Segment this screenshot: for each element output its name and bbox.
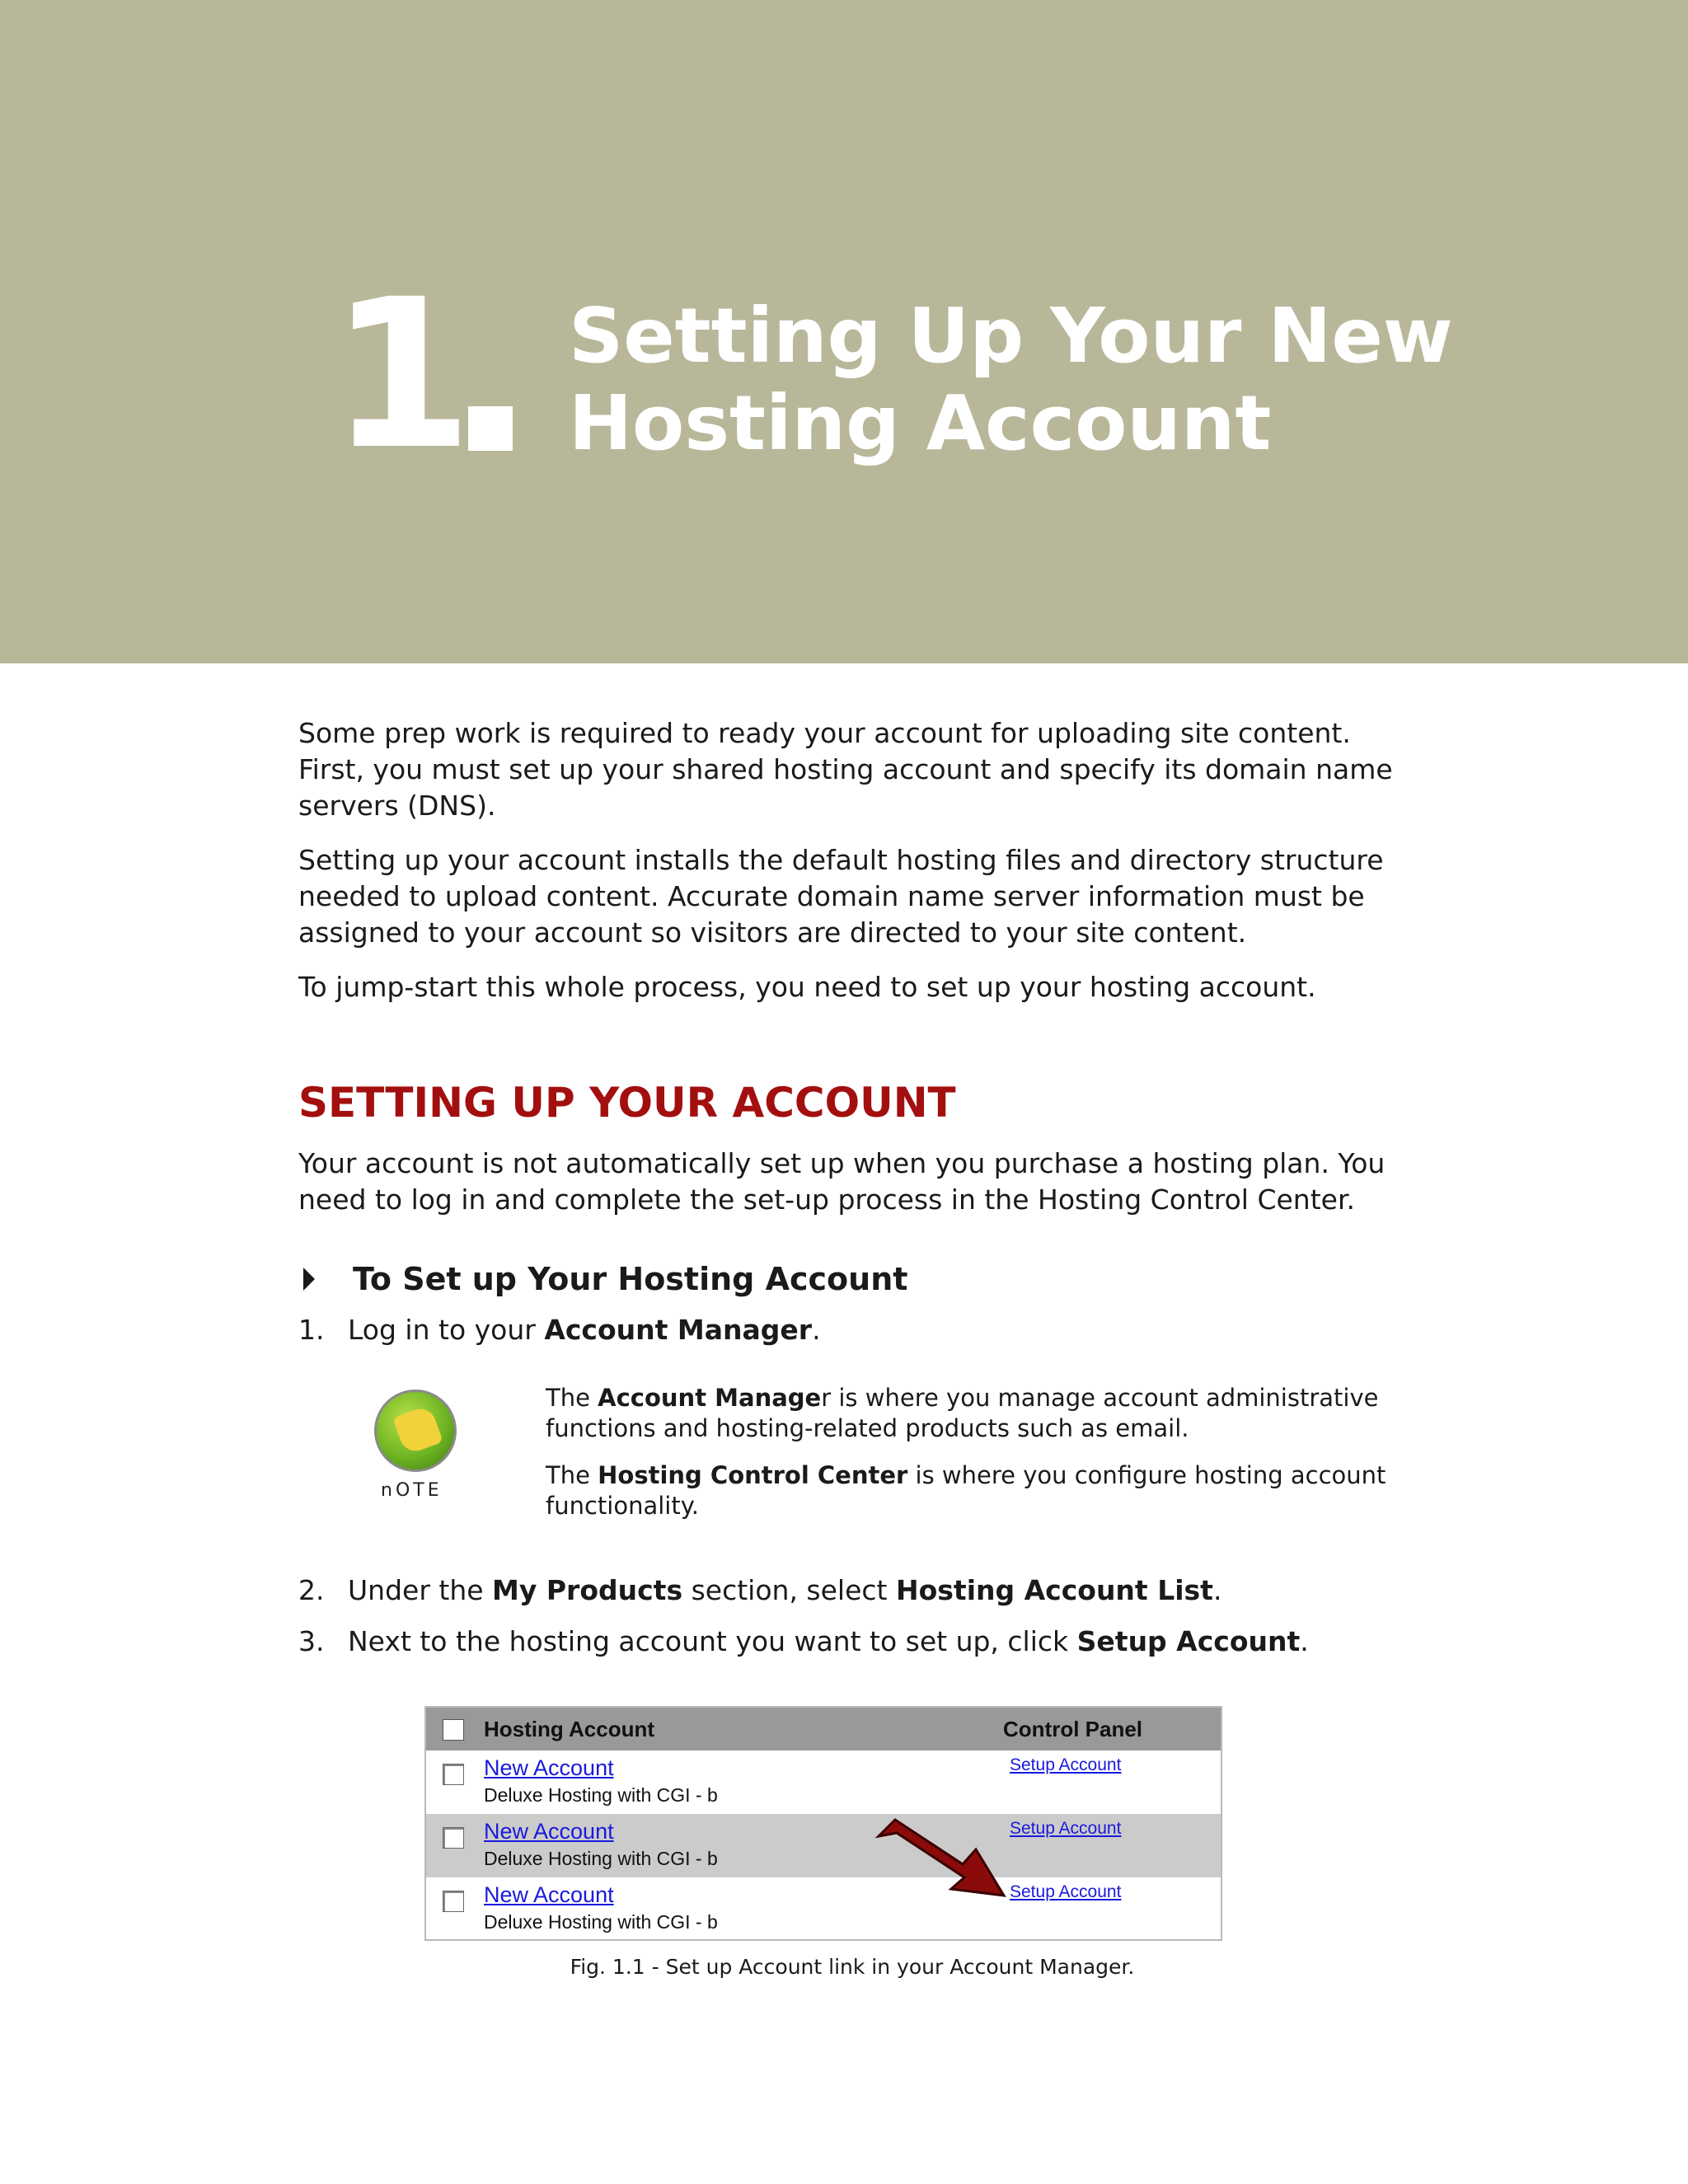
step-text-post: .: [1300, 1625, 1309, 1657]
table-row: [426, 1877, 1221, 1941]
chapter-title-line1: Setting Up Your New: [569, 292, 1453, 380]
note-p1-pre: The: [546, 1384, 598, 1412]
note-paragraph-2: [546, 1460, 1386, 1521]
figure-caption: Fig. 1.1 - Set up Account link in your Account Manager.: [570, 1955, 1135, 1979]
hosting-account-table-figure: [424, 1706, 1222, 1941]
step-text-post: .: [1212, 1574, 1222, 1606]
step-text-bold: My Products: [492, 1574, 683, 1606]
step-text: [348, 1572, 1221, 1609]
note-text: [546, 1383, 1386, 1538]
setup-account-link[interactable]: Setup Account: [1010, 1882, 1122, 1901]
step-number: 1.: [298, 1314, 325, 1346]
step-number: 2.: [298, 1574, 325, 1606]
step-2: [298, 1572, 1395, 1609]
plan-name: Deluxe Hosting with CGI - b: [484, 1911, 718, 1933]
procedure-title: To Set up Your Hosting Account: [353, 1261, 908, 1297]
step-text: [348, 1312, 821, 1348]
chapter-banner: [0, 0, 1688, 663]
note-pencil-icon: [374, 1390, 457, 1472]
step-1: [298, 1312, 1395, 1348]
step-text-bold: Account Manager: [544, 1314, 813, 1346]
note-p2-bold: Hosting Control Center: [598, 1461, 908, 1489]
pencil-icon: [392, 1404, 443, 1455]
note-p2-pre: The: [546, 1461, 598, 1489]
section-paragraph: Your account is not automatically set up when you purchase a hosting plan. You need to log in and complete the set-up process in the Hosting Control Center.: [298, 1147, 1386, 1216]
account-link[interactable]: New Account: [484, 1882, 614, 1907]
row-checkbox[interactable]: [443, 1891, 464, 1912]
step-text-bold-2: Hosting Account List: [895, 1574, 1213, 1606]
step-text-pre: Under the: [348, 1574, 493, 1606]
plan-name: Deluxe Hosting with CGI - b: [484, 1848, 718, 1869]
procedure-heading: [298, 1261, 1395, 1297]
table-row: [426, 1750, 1221, 1814]
account-link[interactable]: New Account: [484, 1755, 614, 1780]
intro-paragraph-1: Some prep work is required to ready your account for uploading site content. First, you must set up your shared hosting account and specify its domain name servers (DNS).: [298, 717, 1393, 822]
step-text-pre: Next to the hosting account you want to set up, click: [348, 1625, 1077, 1657]
triangle-bullet-icon: [303, 1268, 315, 1291]
note-p1-bold: Account Manage: [598, 1384, 822, 1412]
step-number: 3.: [298, 1625, 325, 1657]
account-link[interactable]: New Account: [484, 1819, 614, 1844]
chapter-title-line2: Hosting Account: [569, 379, 1272, 467]
chapter-number-dot: [468, 406, 513, 451]
pointer-arrow-icon: [872, 1813, 1020, 1904]
step-text: [348, 1624, 1309, 1660]
chapter-number: 1: [330, 255, 457, 494]
arrow-shape: [879, 1820, 1004, 1896]
select-all-checkbox[interactable]: [443, 1719, 464, 1741]
intro-paragraph-2: Setting up your account installs the default hosting files and directory structure needed to upload content. Accurate domain name server information must be assigned to your account so visitors are directed to your site content.: [298, 844, 1384, 949]
setup-account-link[interactable]: Setup Account: [1010, 1819, 1122, 1838]
intro-paragraph-3: To jump-start this whole process, you need to set up your hosting account.: [298, 971, 1316, 1003]
step-text-pre: Log in to your: [348, 1314, 545, 1346]
step-text-mid: section, select: [682, 1574, 896, 1606]
note-p1-post: r is where you manage account administrative functions and hosting-related products such as email.: [546, 1384, 1379, 1442]
setup-account-link[interactable]: Setup Account: [1010, 1755, 1122, 1774]
plan-name: Deluxe Hosting with CGI - b: [484, 1784, 718, 1806]
column-header-hosting-account: Hosting Account: [484, 1717, 655, 1741]
step-3: [298, 1624, 1395, 1660]
chapter-title: [569, 293, 1558, 467]
step-text-bold: Setup Account: [1076, 1625, 1301, 1657]
page-content: [298, 715, 1395, 1675]
note-paragraph-1: [546, 1383, 1386, 1444]
column-header-control-panel: Control Panel: [1003, 1717, 1143, 1741]
row-checkbox[interactable]: [443, 1764, 464, 1785]
table-row: [426, 1814, 1221, 1877]
section-heading: SETTING UP YOUR ACCOUNT: [298, 1079, 956, 1127]
note-label: nOTE: [381, 1480, 443, 1501]
row-checkbox[interactable]: [443, 1827, 464, 1849]
note-p2-post: is where you configure hosting account functionality.: [546, 1461, 1386, 1520]
note-box: [298, 1383, 1395, 1548]
step-text-post: .: [812, 1314, 821, 1346]
table-header: [426, 1708, 1221, 1750]
